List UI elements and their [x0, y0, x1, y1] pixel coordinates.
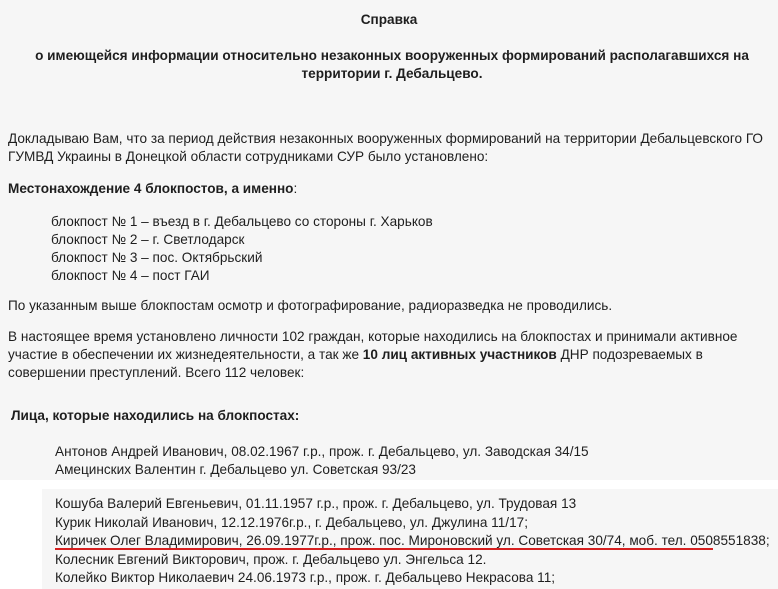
current-status-bold: 10 лиц активных участников — [362, 347, 557, 362]
checkpoint-item-3: блокпост № 3 – пос. Октябрьский — [51, 250, 263, 265]
document-title: Справка — [360, 12, 418, 27]
red-underline-highlight — [55, 548, 713, 550]
checkpoints-heading-colon: : — [293, 181, 298, 196]
checkpoint-item-1: блокпост № 1 – въезд в г. Дебальцево со стороны г. Харьков — [51, 214, 433, 229]
person-entry: Кошуба Валерий Евгеньевич, 01.11.1957 г.р., прож. г. Дебальцево, ул. Трудовая 13 — [55, 496, 577, 511]
person-entry: Антонов Андрей Иванович, 08.02.1967 г.р., прож. г. Дебальцево, ул. Заводская 34/15 — [55, 444, 589, 459]
checkpoint-item-4: блокпост № 4 – пост ГАИ — [51, 268, 210, 283]
person-entry: Курик Николай Иванович, 12.12.1976г.р., г. Дебальцево, ул. Джулина 11/17; — [55, 514, 528, 530]
checkpoints-heading-bold: Местонахождение 4 блокпостов, а именно — [8, 181, 294, 196]
person-entry: Колейко Виктор Николаевич 24.06.1973 г.р., прож. г. Дебальцево Некрасова 11; — [55, 570, 556, 585]
current-status-text-2: ДНР подозреваемых в совершении преступлений. Всего 112 человек: — [8, 347, 703, 380]
recon-paragraph: По указанным выше блокпостам осмотр и фотографирование, радиоразведка не проводились. — [8, 298, 613, 313]
person-entry: Колесник Евгений Викторович, прож. г. Дебальцево ул. Энгельса 12. — [55, 551, 487, 567]
persons-heading: Лица, которые находились на блокпостах: — [11, 408, 300, 423]
person-entry: Амецинских Валентин г. Дебальцево ул. Советская 93/23 — [55, 462, 416, 477]
person-entry-highlighted: Киричек Олег Владимирович, 26.09.1977г.р., прож. пос. Мироновский ул. Советская 30/74, моб. тел. 0508551838; — [55, 533, 770, 548]
persons-list-b — [55, 495, 770, 588]
current-status-paragraph — [8, 328, 774, 382]
checkpoint-item-2: блокпост № 2 – г. Светлодарск — [51, 232, 245, 247]
current-status-text-1: В настоящее время установлено личности 102 граждан, которые находились на блокпостах и принимали активное участие в обеспечении их жизнедеятельности, а так же — [8, 329, 738, 362]
persons-list-a — [55, 443, 589, 479]
checkpoint-list — [51, 213, 433, 285]
checkpoints-heading — [8, 180, 774, 198]
document-subtitle: о имеющейся информации относительно незаконных вооруженных формирований располагавшихся на территории г. Дебальцево. — [35, 48, 749, 81]
intro-paragraph: Докладываю Вам, что за период действия незаконных вооруженных формирований на территории Дебальцевского ГО ГУМВД Украины в Донецкой области сотрудниками СУР было установлено: — [8, 131, 764, 164]
